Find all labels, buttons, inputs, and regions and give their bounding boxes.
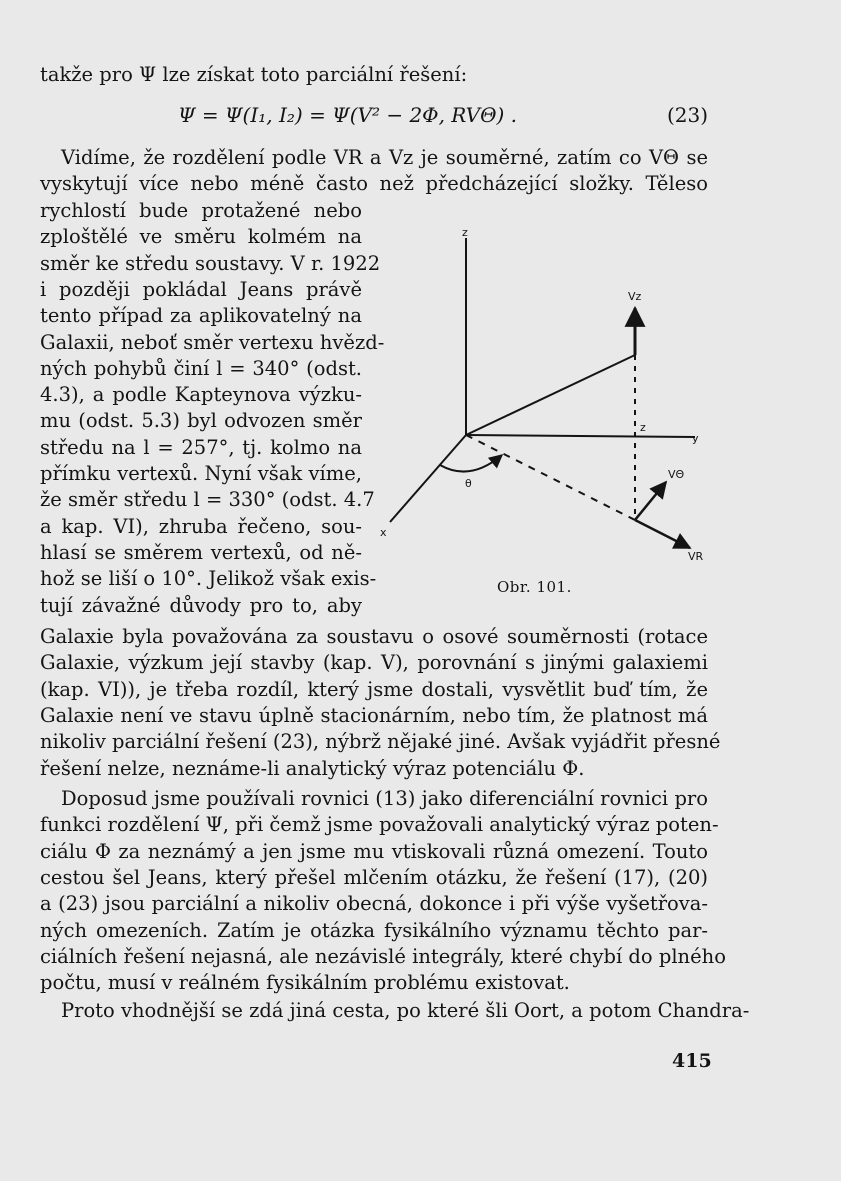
text-line: ných omezeních. Zatím je otázka fysikálního významu těchto par- bbox=[40, 918, 708, 942]
text-line: Proto vhodnější se zdá jiná cesta, po které šli Oort, a potom Chandra- bbox=[61, 999, 750, 1022]
text-line: že směr středu l = 330° (odst. 4.7 bbox=[40, 488, 375, 512]
text-line: a kap. VI), zhruba řečeno, sou- bbox=[40, 514, 362, 538]
text-line: 4.3), a podle Kapteynova výzku- bbox=[40, 383, 362, 407]
text-line: ných pohybů činí l = 340° (odst. bbox=[40, 356, 362, 380]
text-line: (kap. VI)), je třeba rozdíl, který jsme dostali, vysvětlit buď tím, že bbox=[40, 677, 708, 701]
vz-label: Vz bbox=[628, 290, 642, 303]
text-line: Doposud jsme používali rovnici (13) jako diferenciální rovnici pro bbox=[61, 787, 708, 810]
equation-number: (23) bbox=[667, 103, 709, 127]
y-axis-line bbox=[466, 435, 695, 437]
y-axis-label: y bbox=[692, 432, 699, 445]
theta-angle-arc bbox=[440, 455, 502, 472]
theta-label: θ bbox=[465, 477, 472, 490]
text-line: přímku vertexů. Nyní však víme, bbox=[40, 462, 362, 485]
text-line: Galaxie byla považována za soustavu o osové souměrnosti (rotace bbox=[40, 625, 708, 648]
text-line: nikoliv parciální řešení (23), nýbrž nějaké jiné. Avšak vyjádřit přesné bbox=[40, 730, 721, 754]
text-line: hlasí se směrem vertexů, od ně- bbox=[40, 540, 362, 564]
z-axis-label: z bbox=[462, 226, 468, 239]
position-vector-line bbox=[466, 355, 635, 435]
text-line: cestou šel Jeans, který přešel mlčením otázku, že řešení (17), (20) bbox=[40, 865, 708, 889]
x-axis-label: x bbox=[380, 526, 387, 539]
page-number: 415 bbox=[672, 1050, 712, 1072]
text-line: Galaxie, výzkum její stavby (kap. V), porovnání s jinými galaxiemi bbox=[40, 651, 708, 675]
text-line: Vidíme, že rozdělení podle VR a Vz je souměrné, zatím co VΘ se bbox=[61, 146, 708, 169]
text-line: funkci rozdělení Ψ, při čemž jsme považovali analytický výraz poten- bbox=[40, 813, 719, 837]
vtheta-label: VΘ bbox=[668, 468, 685, 481]
projection-dashed-line bbox=[466, 435, 635, 520]
text-line: tují závažné důvody pro to, aby bbox=[40, 593, 362, 617]
text-line: a (23) jsou parciální a nikoliv obecná, dokonce i při výše vyšetřova- bbox=[40, 892, 708, 916]
text-line: ciálu Φ za neznámý a jen jsme mu vtiskovali různá omezení. Touto bbox=[40, 839, 708, 863]
equation-formula: Ψ = Ψ(I₁, I₂) = Ψ(V² − 2Φ, RVΘ) . bbox=[178, 103, 517, 127]
text-line: Galaxii, neboť směr vertexu hvězd- bbox=[40, 330, 385, 354]
vr-label: VR bbox=[688, 550, 704, 563]
vtheta-arrow bbox=[635, 482, 666, 520]
text-line: Galaxie není ve stavu úplně stacionárním, nebo tím, že platnost má bbox=[40, 703, 708, 727]
text-line: směr ke středu soustavy. V r. 1922 bbox=[40, 251, 381, 275]
text-line: středu na l = 257°, tj. kolmo na bbox=[40, 435, 362, 459]
x-axis-line bbox=[390, 435, 466, 522]
intro-line: takže pro Ψ lze získat toto parciální řešení: bbox=[40, 63, 468, 86]
figure-caption: Obr. 101. bbox=[497, 578, 572, 596]
text-line: vyskytují více nebo méně často než předcházející složky. Těleso bbox=[40, 172, 708, 196]
text-line: řešení nelze, neznáme-li analytický výraz potenciálu Φ. bbox=[40, 756, 585, 780]
text-line: tento případ za aplikovatelný na bbox=[40, 304, 362, 328]
vr-arrow bbox=[635, 520, 690, 548]
text-line: rychlostí bude protažené nebo bbox=[40, 199, 362, 222]
z-point-label: z bbox=[640, 421, 646, 434]
text-line: počtu, musí v reálném fysikálním problému existovat. bbox=[40, 971, 570, 995]
text-line: i později pokládal Jeans právě bbox=[40, 277, 362, 301]
text-line: hož se liší o 10°. Jelikož však exis- bbox=[40, 567, 377, 591]
text-line: ciálních řešení nejasná, ale nezávislé integrály, které chybí do plného bbox=[40, 944, 726, 968]
text-line: zploštělé ve směru kolmém na bbox=[40, 225, 362, 249]
text-line: mu (odst. 5.3) byl odvozen směr bbox=[40, 409, 362, 433]
figure-101-diagram bbox=[370, 220, 710, 600]
